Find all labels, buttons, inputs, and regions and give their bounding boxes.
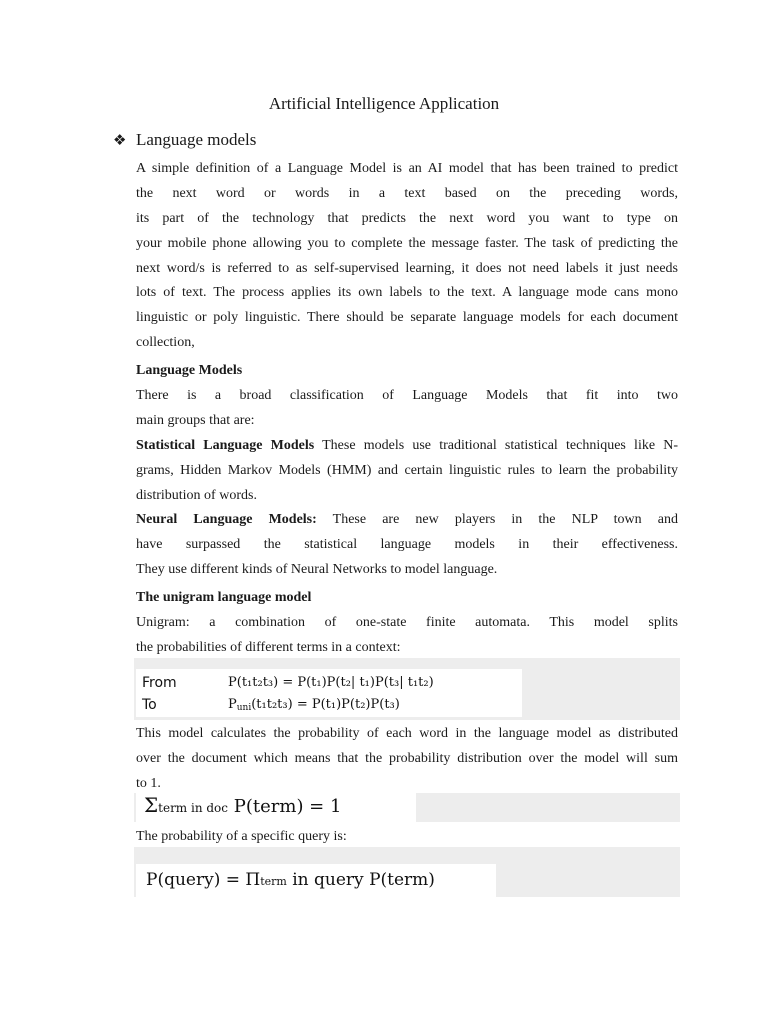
formula-to-label: To bbox=[142, 697, 157, 713]
section-heading-text: Language models bbox=[136, 130, 257, 149]
neural-label: Neural Language Models: bbox=[136, 512, 317, 527]
document-title: Artificial Intelligence Application bbox=[268, 94, 500, 113]
text-line: to 1. bbox=[136, 775, 161, 791]
text-line: This model calculates the probability of each word in the language model as distributed bbox=[136, 726, 678, 741]
formula-from-label: From bbox=[142, 675, 177, 691]
text-line: next word/s is referred to as self-supervised learning, it does not need labels it just needs bbox=[136, 260, 678, 276]
text-line: main groups that are: bbox=[136, 412, 255, 428]
text-line: over the document which means that the probability distribution over the model will sum bbox=[136, 750, 678, 766]
text-line: The probability of a specific query is: bbox=[136, 829, 347, 844]
text-line: distribution of words. bbox=[136, 487, 257, 503]
text-line: Unigram: a combination of one-state finite automata. This model splits bbox=[136, 615, 678, 630]
subheading-language-models: Language Models bbox=[136, 363, 243, 378]
text-line: A simple definition of a Language Model is an AI model that has been trained to predict bbox=[136, 161, 678, 176]
formula-image-query bbox=[136, 864, 496, 897]
statistical-text: These models use traditional statistical techniques like N- bbox=[314, 438, 679, 453]
text-line: There is a broad classification of Language Models that fit into two bbox=[136, 388, 678, 403]
subheading-unigram: The unigram language model bbox=[136, 590, 312, 605]
formula-image-sum bbox=[136, 791, 416, 822]
text-line: its part of the technology that predicts the next word you want to type on bbox=[136, 210, 678, 226]
section-heading bbox=[113, 130, 256, 150]
text-line: have surpassed the statistical language models in their effectiveness. bbox=[136, 536, 678, 552]
language-models-subsection bbox=[136, 359, 678, 384]
text-line: linguistic or poly linguistic. There should be separate language models for each document bbox=[136, 310, 678, 326]
neural-text: These are new players in the NLP town and bbox=[316, 512, 678, 527]
distribution-paragraph bbox=[136, 722, 678, 797]
neural-paragraph bbox=[136, 508, 678, 583]
text-line: the probabilities of different terms in a context: bbox=[136, 639, 401, 655]
formula-from-expression: P(t₁t₂t₃) = P(t₁)P(t₂| t₁)P(t₃| t₁t₂) bbox=[228, 675, 434, 690]
formula-sum-expression: Σterm in doc P(term) = 1 bbox=[144, 793, 342, 817]
unigram-subsection bbox=[136, 586, 678, 611]
text-line: the next word or words in a text based on the preceding words, bbox=[136, 185, 678, 201]
text-line bbox=[136, 508, 678, 533]
text-line: They use different kinds of Neural Networks to model language. bbox=[136, 561, 498, 577]
diamond-bullet-icon: ❖ bbox=[113, 131, 127, 149]
intro-paragraph bbox=[136, 157, 678, 356]
text-line bbox=[136, 434, 678, 459]
text-line: your mobile phone allowing you to complete the message faster. The task of predicting the bbox=[136, 235, 678, 251]
classification-paragraph bbox=[136, 384, 678, 434]
statistical-label: Statistical Language Models bbox=[136, 438, 315, 453]
statistical-paragraph bbox=[136, 434, 678, 509]
unigram-paragraph bbox=[136, 611, 678, 661]
formula-image-unigram bbox=[136, 669, 522, 717]
text-line: lots of text. The process applies its own labels to the text. A language mode cans mono bbox=[136, 285, 678, 301]
formula-to-expression: $P_{uni}(t_1t_2t_3) = P(t_1)P(t_2)P(t_3)$ bbox=[228, 697, 400, 713]
text-line: collection, bbox=[136, 335, 195, 351]
text-line: grams, Hidden Markov Models (HMM) and certain linguistic rules to learn the probability bbox=[136, 462, 678, 478]
formula-query-expression: P(query) = Πterm in query P(term) bbox=[146, 870, 435, 890]
